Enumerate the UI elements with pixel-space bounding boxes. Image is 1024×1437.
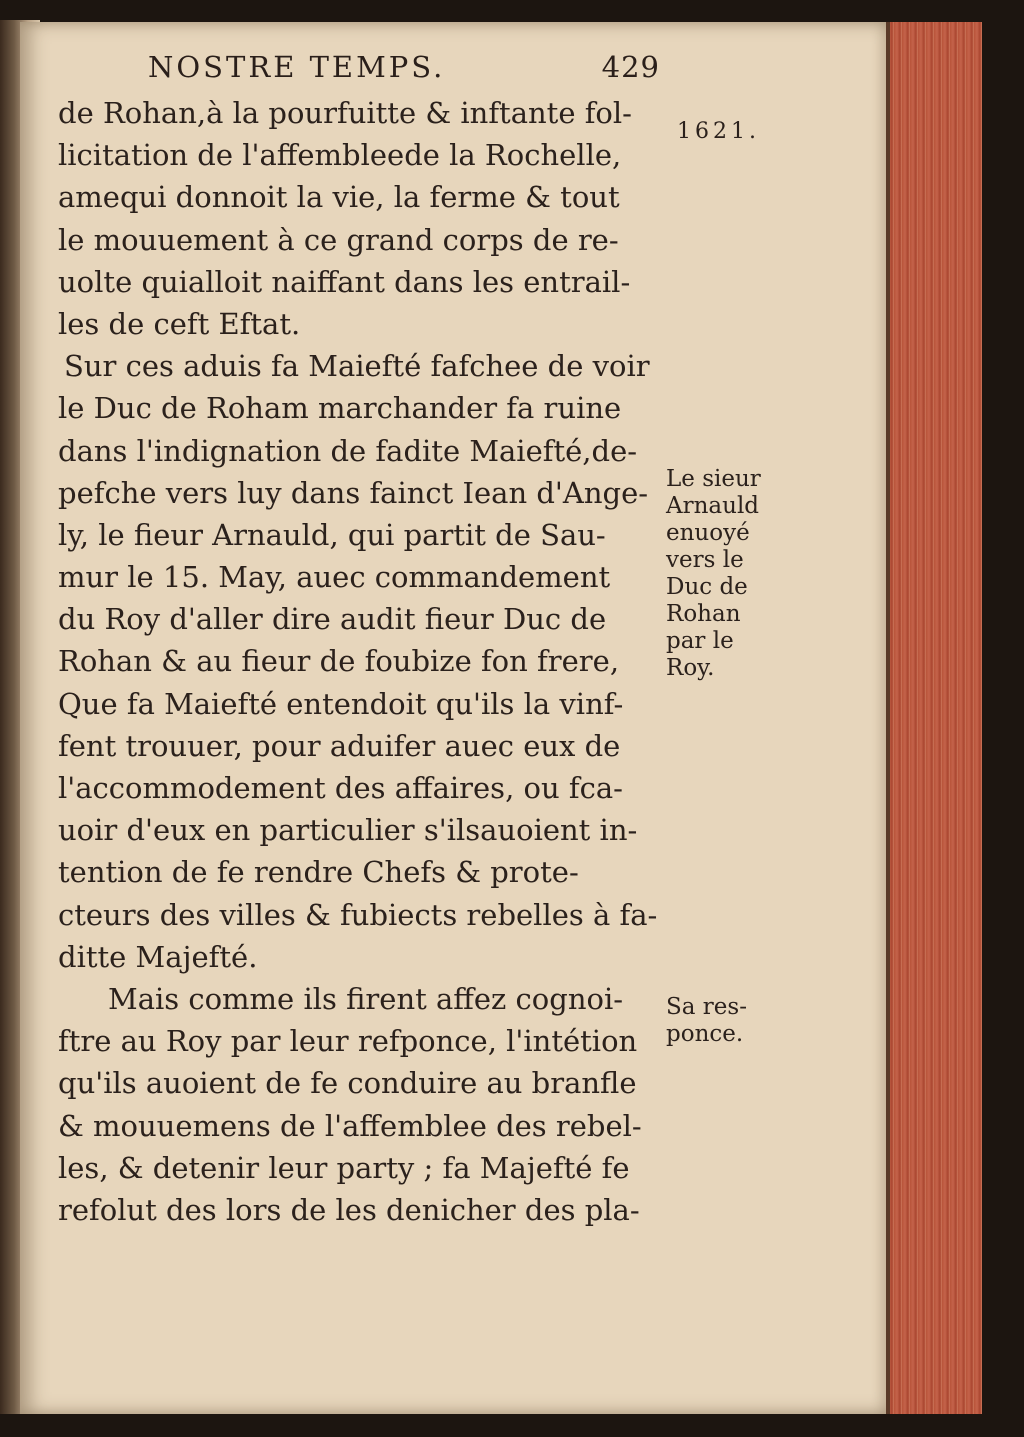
text-line: les de ceft Eftat. bbox=[58, 306, 301, 341]
text-line: Mais comme ils firent affez cognoi- bbox=[108, 981, 624, 1016]
text-line: pefche vers luy dans fainct Iean d'Ange- bbox=[58, 475, 649, 510]
margin-note-line: Sa res- bbox=[666, 994, 747, 1020]
text-line: qu'ils auoient de fe conduire au branfle bbox=[58, 1066, 637, 1101]
text-line: dans l'indignation de fadite Maiefté,de- bbox=[58, 433, 638, 468]
text-line: & mouuemens de l'affemblee des rebel- bbox=[58, 1108, 642, 1143]
text-line: le mouuement à ce grand corps de re- bbox=[58, 222, 619, 257]
text-line: tention de fe rendre Chefs & prote- bbox=[58, 855, 579, 890]
top-border bbox=[0, 0, 1024, 22]
text-line: ditte Majefté. bbox=[58, 939, 258, 974]
text-line: du Roy d'aller dire audit fieur Duc de bbox=[58, 602, 607, 637]
text-line: refolut des lors de les denicher des pla- bbox=[58, 1192, 640, 1227]
text-line: uoir d'eux en particulier s'ilsauoient in- bbox=[58, 813, 638, 848]
margin-note-line: enuoyé bbox=[666, 520, 750, 546]
running-title: NOSTRE TEMPS. bbox=[148, 50, 446, 84]
body-text bbox=[58, 92, 673, 1231]
text-line: le Duc de Roham marchander fa ruine bbox=[58, 391, 622, 426]
page-header bbox=[148, 50, 660, 90]
margin-note-arnauld bbox=[666, 466, 796, 682]
text-line: licitation de l'affembleede la Rochelle, bbox=[58, 138, 622, 173]
margin-note-line: Roy. bbox=[666, 655, 715, 681]
text-line: uolte quialloit naiffant dans les entrail- bbox=[58, 264, 631, 299]
margin-note-reponse bbox=[666, 994, 776, 1048]
page-number: 429 bbox=[601, 50, 660, 84]
text-line: les, & detenir leur party ; fa Majefté fe bbox=[58, 1150, 630, 1185]
margin-note-line: Le sieur bbox=[666, 466, 761, 492]
margin-note-line: Rohan bbox=[666, 601, 741, 627]
margin-note-line: Duc de bbox=[666, 574, 748, 600]
text-line: amequi donnoit la vie, la ferme & tout bbox=[58, 180, 620, 215]
text-line: Sur ces aduis fa Maiefté fafchee de voir bbox=[64, 349, 650, 384]
text-line: Rohan & au fieur de foubize fon frere, bbox=[58, 644, 620, 679]
bottom-border bbox=[0, 1414, 1024, 1437]
margin-note-line: Arnauld bbox=[666, 493, 760, 519]
text-line: ly, le fieur Arnauld, qui partit de Sau- bbox=[58, 517, 606, 552]
margin-note-line: par le bbox=[666, 628, 734, 654]
margin-note-line: ponce. bbox=[666, 1021, 744, 1047]
text-line: mur le 15. May, auec commandement bbox=[58, 560, 611, 595]
text-line: fent trouuer, pour aduifer auec eux de bbox=[58, 728, 621, 763]
margin-note-line: vers le bbox=[666, 547, 744, 573]
margin-note-date: 1621. bbox=[677, 119, 760, 144]
text-line: cteurs des villes & fubiects rebelles à fa- bbox=[58, 897, 658, 932]
text-line: l'accommodement des affaires, ou fca- bbox=[58, 771, 623, 805]
page-edges-red bbox=[886, 22, 982, 1414]
text-line: de Rohan,à la pourfuitte & inftante fol- bbox=[58, 96, 632, 130]
text-line: Que fa Maiefté entendoit qu'ils la vinf- bbox=[58, 686, 624, 721]
right-border bbox=[982, 0, 1024, 1437]
text-line: ftre au Roy par leur refponce, l'intétion bbox=[58, 1024, 638, 1059]
